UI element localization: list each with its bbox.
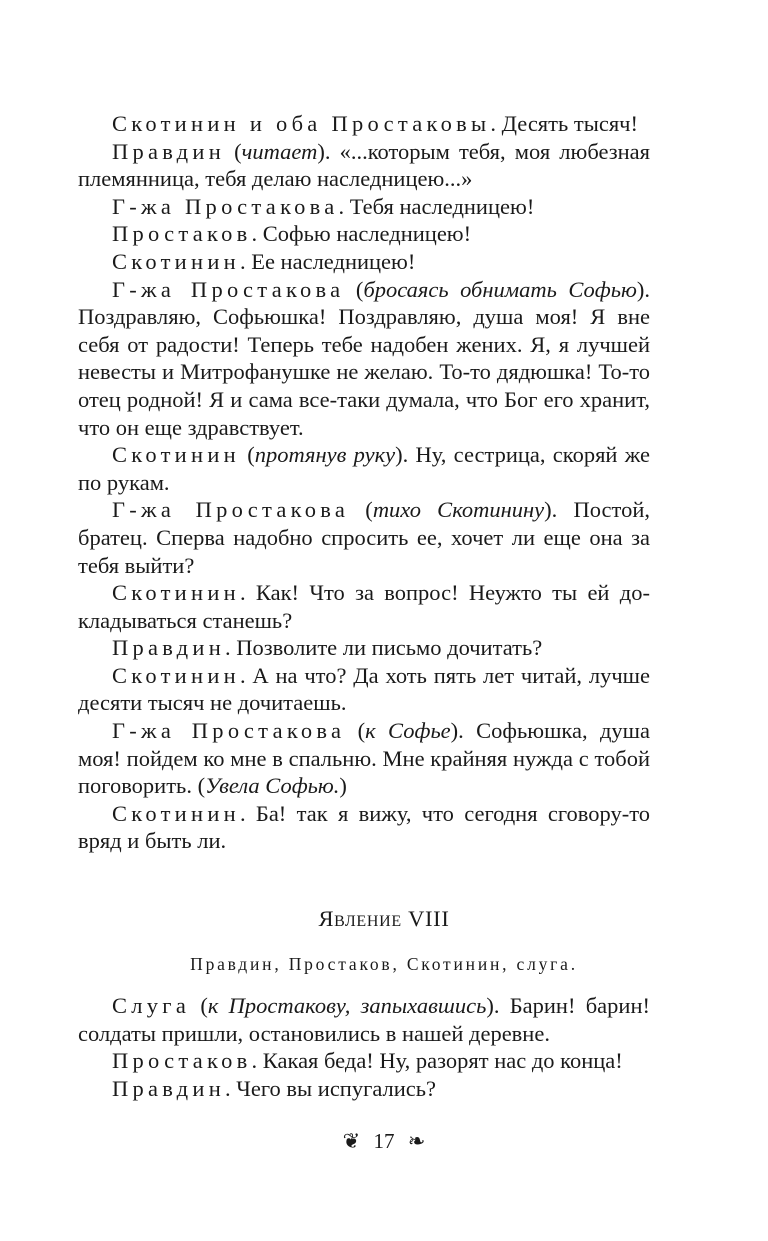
speech-text: ). Постой, братец. Сперва надобно спросить ее, хочет ли еще она за тебя выйти?	[78, 497, 650, 578]
speech-text: . Чего вы испугались?	[225, 1075, 437, 1101]
speech-text: ). Ну, сестрица, скоряй же по рукам.	[78, 442, 650, 495]
scene-heading	[0, 906, 768, 932]
stage-direction: тихо Скотинину	[372, 497, 545, 523]
speech-text: . Десять тысяч!	[490, 111, 638, 136]
speaker-name: Скотинин	[112, 580, 240, 606]
stage-direction: к Софье	[365, 718, 451, 744]
speaker-name: Правдин	[112, 635, 226, 661]
dialogue-paragraph	[78, 110, 650, 138]
speaker-name: Г-жа Простакова	[112, 276, 345, 302]
speech-text: )	[339, 773, 347, 799]
speech-text: (	[345, 718, 366, 744]
page-number: 17	[373, 1128, 395, 1153]
speech-text: (	[239, 442, 255, 468]
speech-text: (	[225, 138, 242, 164]
speaker-name: Скотинин и оба Простаковы	[112, 111, 491, 136]
speech-text: ). Барин! барин! солдаты пришли, остановились в нашей деревне.	[78, 993, 650, 1046]
speaker-name: Слуга	[112, 993, 191, 1018]
dialogue-paragraph	[78, 1047, 650, 1075]
speech-text: . Ба! так я вижу, что сегодня сговору-то вряд и быть ли.	[78, 800, 650, 854]
dialogue-paragraph	[78, 276, 650, 442]
dialogue-paragraph	[78, 220, 650, 248]
dialogue-paragraph	[78, 496, 650, 579]
speech-text: ). Софьюшка, душа моя! пойдем ко мне в спальню. Мне крайняя нужда с тобой поговорить. (	[78, 718, 650, 799]
speaker-name: Правдин	[112, 138, 226, 164]
speech-text: . Позволите ли письмо дочитать?	[225, 635, 543, 661]
speech-text: ). «...которым тебя, моя любезная племянница, тебя делаю наследницею...»	[78, 138, 650, 192]
dialogue-block-bottom	[78, 992, 650, 1102]
scene-cast-list: Правдин, Простаков, Скотинин, слуга.	[190, 954, 578, 974]
speech-text: . Ее наследницею!	[239, 248, 416, 274]
scene-title-text: Явление VIII	[318, 906, 450, 931]
speaker-name: Г-жа Простакова	[112, 193, 339, 219]
speech-text: ). Поздравляю, Софьюшка! Поздравляю, душа моя! Я вне себя от радости! Теперь тебе надобен жених. Я, я лучшей невесты и Митрофанушке не желаю. То-то дядюшка! То-то отец родной! Я и сама все-таки думала, что Бог его хранит, что он еще здравствует.	[78, 276, 651, 440]
speech-text: . Софью наследницею!	[251, 221, 472, 247]
dialogue-block-top	[78, 110, 650, 855]
speech-text: . Какая беда! Ну, разорят нас до конца!	[251, 1048, 623, 1074]
stage-direction: читает	[241, 138, 318, 164]
right-ornament-icon: ❧	[407, 1128, 426, 1153]
speech-text: (	[190, 993, 208, 1018]
speech-text: (	[344, 276, 364, 302]
speaker-name: Правдин	[112, 1075, 226, 1101]
speech-text: . А на что? Да хоть пять лет читай, лучше десяти тысяч не дочитаешь.	[78, 662, 650, 716]
page-footer	[0, 1127, 768, 1154]
dialogue-paragraph	[78, 579, 650, 634]
stage-direction: к Простакову, запыхавшись	[207, 993, 487, 1018]
speech-text: . Как! Что за вопрос! Неужто ты ей докладываться станешь?	[78, 580, 650, 633]
dialogue-paragraph	[78, 800, 650, 855]
dialogue-paragraph	[78, 634, 650, 662]
speaker-name: Скотинин	[112, 442, 240, 468]
dialogue-paragraph	[78, 441, 650, 496]
dialogue-paragraph	[78, 662, 650, 717]
stage-direction: протянув руку	[254, 442, 396, 468]
dialogue-paragraph	[78, 717, 650, 800]
dialogue-paragraph	[78, 248, 650, 276]
speech-text: (	[349, 497, 373, 523]
speaker-name: Скотинин	[112, 662, 240, 688]
stage-direction: Увела Софью.	[205, 773, 340, 799]
speaker-name: Скотинин	[112, 248, 240, 274]
dialogue-paragraph	[78, 992, 650, 1047]
left-ornament-icon: ❦	[342, 1128, 361, 1153]
speaker-name: Простаков	[112, 1048, 252, 1074]
speaker-name: Г-жа Простакова	[112, 497, 350, 523]
stage-direction: бросаясь обнимать Софью	[363, 276, 637, 302]
dialogue-paragraph	[78, 193, 650, 221]
speech-text: . Тебя наследницею!	[338, 193, 535, 219]
dialogue-paragraph	[78, 138, 650, 193]
speaker-name: Г-жа Простакова	[112, 718, 346, 744]
speaker-name: Простаков	[112, 221, 252, 247]
speaker-name: Скотинин	[112, 800, 240, 826]
dialogue-paragraph	[78, 1075, 650, 1103]
